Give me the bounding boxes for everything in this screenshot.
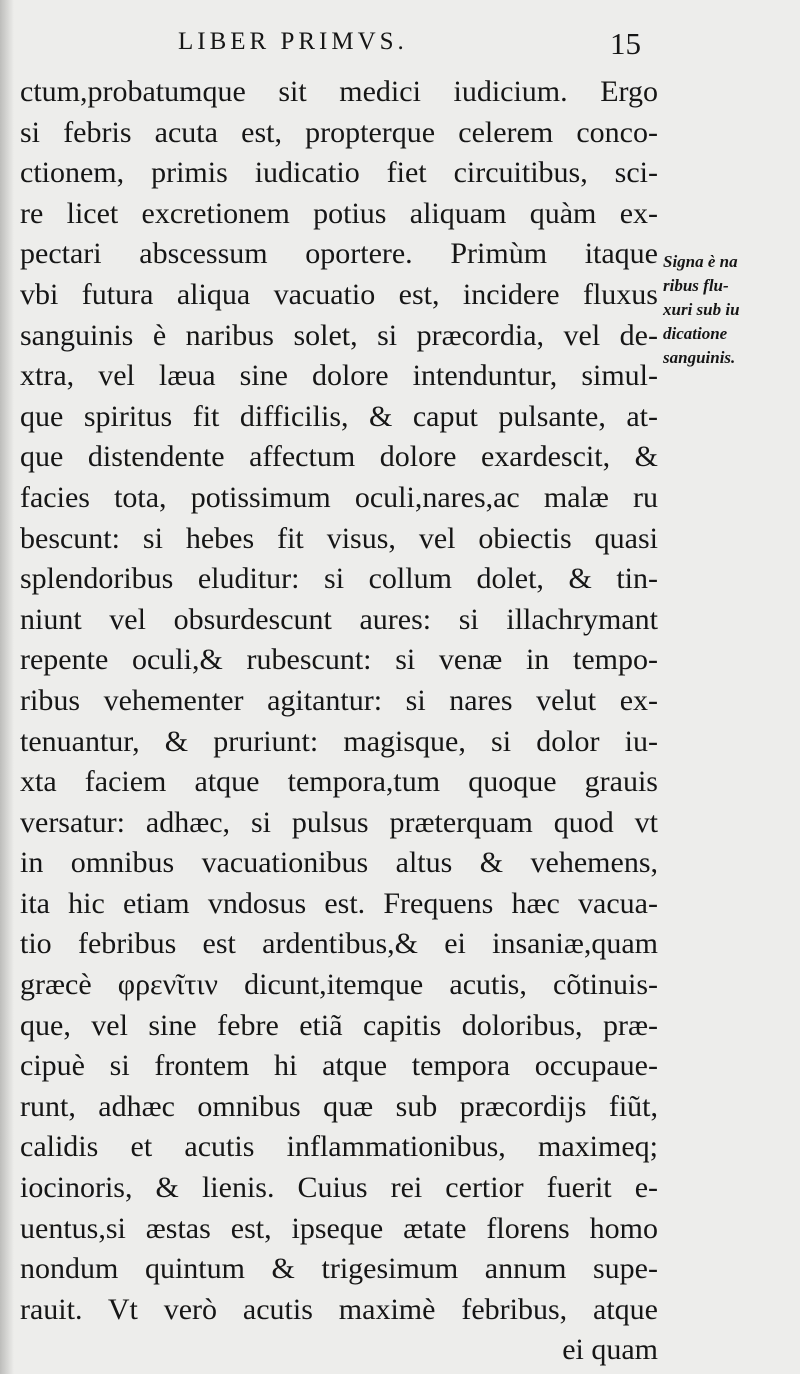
text-line-last: ei quam	[562, 1333, 658, 1367]
text-line: runt, adhæc omnibus quæ sub præcordijs fiũt,	[20, 1089, 658, 1123]
text-line: tenuantur, & pruriunt: magisque, si dolor iu-	[20, 724, 658, 758]
text-line: que distendente affectum dolore exardescit, &	[20, 440, 658, 474]
text-line: rauit. Vt verò acutis maximè febribus, atque	[20, 1292, 658, 1326]
text-line: splendoribus eluditur: si collum dolet, & tin-	[20, 562, 658, 596]
text-line: pectari abscessum oportere. Primùm itaque	[20, 237, 658, 271]
text-line: græcè φρενῖτιν dicunt,itemque acutis, cõtinuis-	[20, 968, 658, 1002]
text-line: re licet excretionem potius aliquam quàm ex-	[20, 196, 658, 230]
marginal-note-line: dicatione	[663, 324, 728, 343]
text-line: repente oculi,& rubescunt: si venæ in tempo-	[20, 643, 658, 677]
text-line: uentus,si æstas est, ipseque ætate florens homo	[20, 1211, 658, 1245]
marginal-note-line: sanguinis.	[663, 348, 736, 367]
text-line: calidis et acutis inflammationibus, maximeq;	[20, 1130, 658, 1164]
text-line: ctionem, primis iudicatio fiet circuitibus, sci-	[20, 156, 658, 190]
text-line: xta faciem atque tempora,tum quoque grauis	[20, 765, 658, 799]
text-line: versatur: adhæc, si pulsus præterquam quod vt	[20, 805, 658, 839]
text-line: si febris acuta est, propterque celerem conco-	[20, 115, 658, 149]
text-line: ribus vehementer agitantur: si nares velut ex-	[20, 683, 658, 717]
text-line: vbi futura aliqua vacuatio est, incidere fluxus	[20, 277, 658, 311]
text-line: iocinoris, & lienis. Cuius rei certior fuerit e-	[20, 1171, 658, 1205]
body-text	[20, 72, 658, 1371]
text-line: tio febribus est ardentibus,& ei insaniæ,quam	[20, 927, 658, 961]
text-line: ctum,probatumque sit medici iudicium. Ergo	[20, 75, 658, 108]
page-number: 15	[610, 26, 641, 61]
running-title: LIBER PRIMVS.	[178, 28, 408, 55]
text-line: xtra, vel læua sine dolore intenduntur, simul-	[20, 359, 658, 393]
text-line: ita hic etiam vndosus est. Frequens hæc vacua-	[20, 886, 658, 920]
text-line: niunt vel obsurdescunt aures: si illachrymant	[20, 602, 658, 636]
marginal-note-line: ribus flu-	[663, 276, 729, 295]
text-line: cipuè si frontem hi atque tempora occupaue-	[20, 1049, 658, 1083]
text-line: in omnibus vacuationibus altus & vehemens,	[20, 846, 658, 880]
marginal-note	[663, 250, 795, 370]
text-line: facies tota, potissimum oculi,nares,ac malæ ru	[20, 480, 658, 514]
text-line: que, vel sine febre etiã capitis doloribus, præ-	[20, 1008, 658, 1042]
marginal-note-line: xuri sub iu	[663, 300, 740, 319]
text-line: sanguinis è naribus solet, si præcordia, vel de-	[20, 318, 658, 352]
text-line: bescunt: si hebes fit visus, vel obiectis quasi	[20, 521, 658, 555]
marginal-note-line: Signa è na	[663, 252, 738, 271]
text-line: nondum quintum & trigesimum annum supe-	[20, 1252, 658, 1286]
text-line: que spiritus fit difficilis, & caput pulsante, at-	[20, 399, 658, 433]
